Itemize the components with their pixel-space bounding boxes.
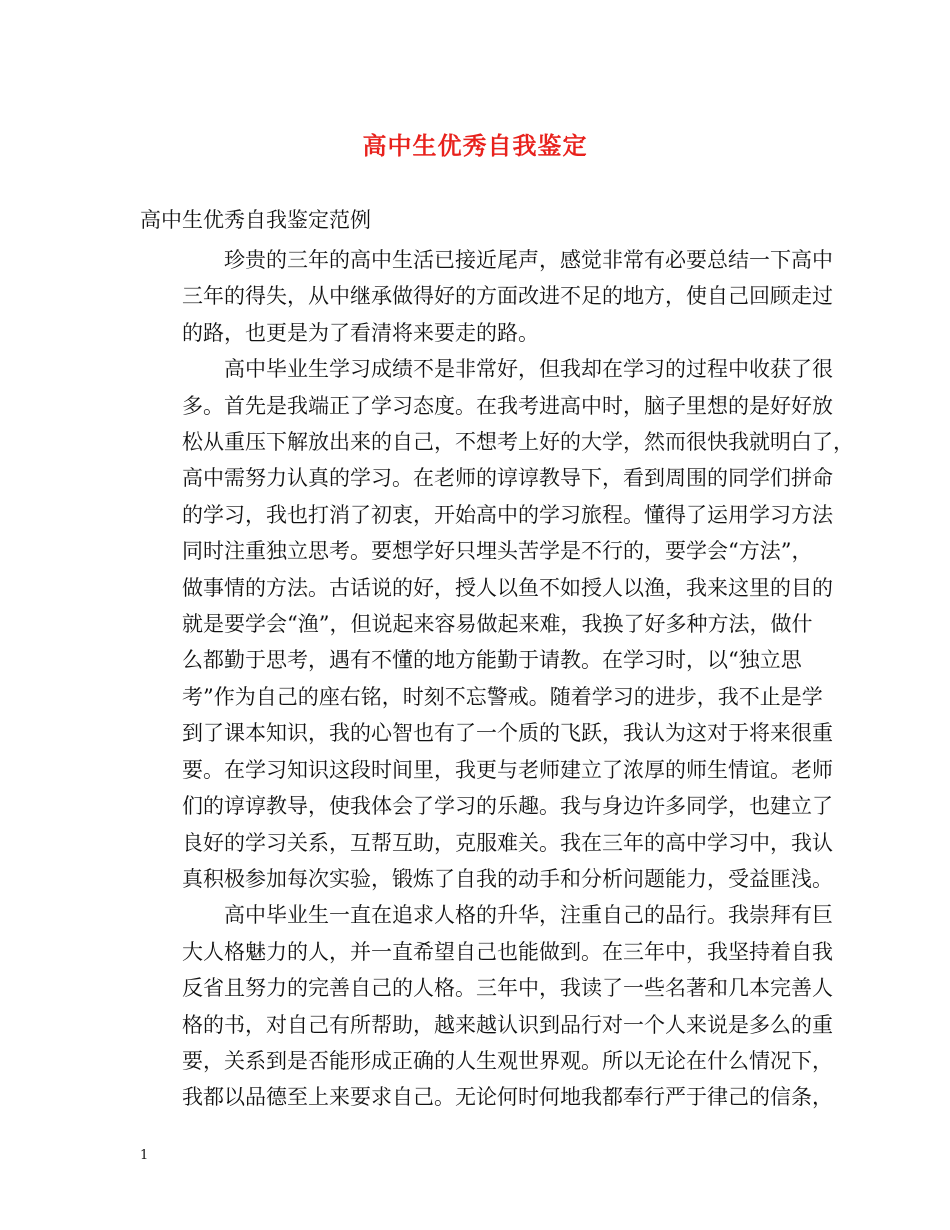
paragraph-line: 到了课本知识，我的心智也有了一个质的飞跃，我认为这对于将来很重: [182, 721, 833, 746]
paragraph-line: 多。首先是我端正了学习态度。在我考进高中时，脑子里想的是好好放: [182, 393, 833, 418]
paragraph-line: 反省且努力的完善自己的人格。三年中，我读了一些名著和几本完善人: [182, 976, 833, 1001]
paragraph-line: 珍贵的三年的高中生活已接近尾声，感觉非常有必要总结一下高中: [224, 248, 833, 272]
paragraph-line: 松从重压下解放出来的自己，不想考上好的大学，然而很快我就明白了，: [182, 430, 854, 455]
document-title: 高中生优秀自我鉴定: [362, 131, 588, 160]
paragraph-1: [140, 242, 833, 351]
paragraph-line: 考”作为自己的座右铭，时刻不忘警戒。随着学习的进步，我不止是学: [182, 684, 823, 709]
paragraph-line: 的学习，我也打消了初衷，开始高中的学习旅程。懂得了运用学习方法: [182, 502, 833, 527]
document-subtitle: 高中生优秀自我鉴定范例: [140, 208, 371, 232]
paragraph-line: 的路，也更是为了看清将来要走的路。: [182, 320, 539, 345]
paragraph-line: 格的书，对自己有所帮助，越来越认识到品行对一个人来说是多么的重: [182, 1012, 833, 1037]
paragraph-2: [140, 351, 854, 897]
paragraph-line: 同时注重独立思考。要想学好只埋头苦学是不行的，要学会“方法”，: [182, 539, 813, 564]
document-body: [140, 242, 854, 1116]
paragraph-line: 高中毕业生学习成绩不是非常好，但我却在学习的过程中收获了很: [224, 357, 833, 382]
paragraph-line: 要，关系到是否能形成正确的人生观世界观。所以无论在什么情况下，: [182, 1048, 833, 1073]
paragraph-line: 真积极参加每次实验，锻炼了自我的动手和分析问题能力，受益匪浅。: [182, 866, 833, 891]
paragraph-line: 大人格魅力的人，并一直希望自己也能做到。在三年中，我坚持着自我: [182, 939, 833, 964]
paragraph-line: 良好的学习关系，互帮互助，克服难关。我在三年的高中学习中，我认: [182, 830, 833, 855]
paragraph-line: 三年的得失，从中继承做得好的方面改进不足的地方，使自己回顾走过: [182, 284, 833, 309]
paragraph-line: 要。在学习知识这段时间里，我更与老师建立了浓厚的师生情谊。老师: [182, 757, 833, 782]
paragraph-line: 做事情的方法。古话说的好，授人以鱼不如授人以渔，我来这里的目的: [182, 575, 833, 600]
page-number: 1: [140, 1148, 149, 1163]
paragraph-line: 们的谆谆教导，使我体会了学习的乐趣。我与身边许多同学，也建立了: [182, 794, 833, 819]
paragraph-line: 么都勤于思考，遇有不懂的地方能勤于请教。在学习时，以“独立思: [182, 648, 802, 673]
paragraph-line: 我都以品德至上来要求自己。无论何时何地我都奉行严于律己的信条，: [182, 1085, 833, 1110]
paragraph-3: [140, 897, 833, 1115]
paragraph-line: 高中毕业生一直在追求人格的升华，注重自己的品行。我崇拜有巨: [224, 903, 833, 928]
paragraph-line: 就是要学会“渔”，但说起来容易做起来难，我换了好多种方法，做什: [182, 612, 813, 637]
paragraph-line: 高中需努力认真的学习。在老师的谆谆教导下，看到周围的同学们拼命: [182, 466, 833, 491]
